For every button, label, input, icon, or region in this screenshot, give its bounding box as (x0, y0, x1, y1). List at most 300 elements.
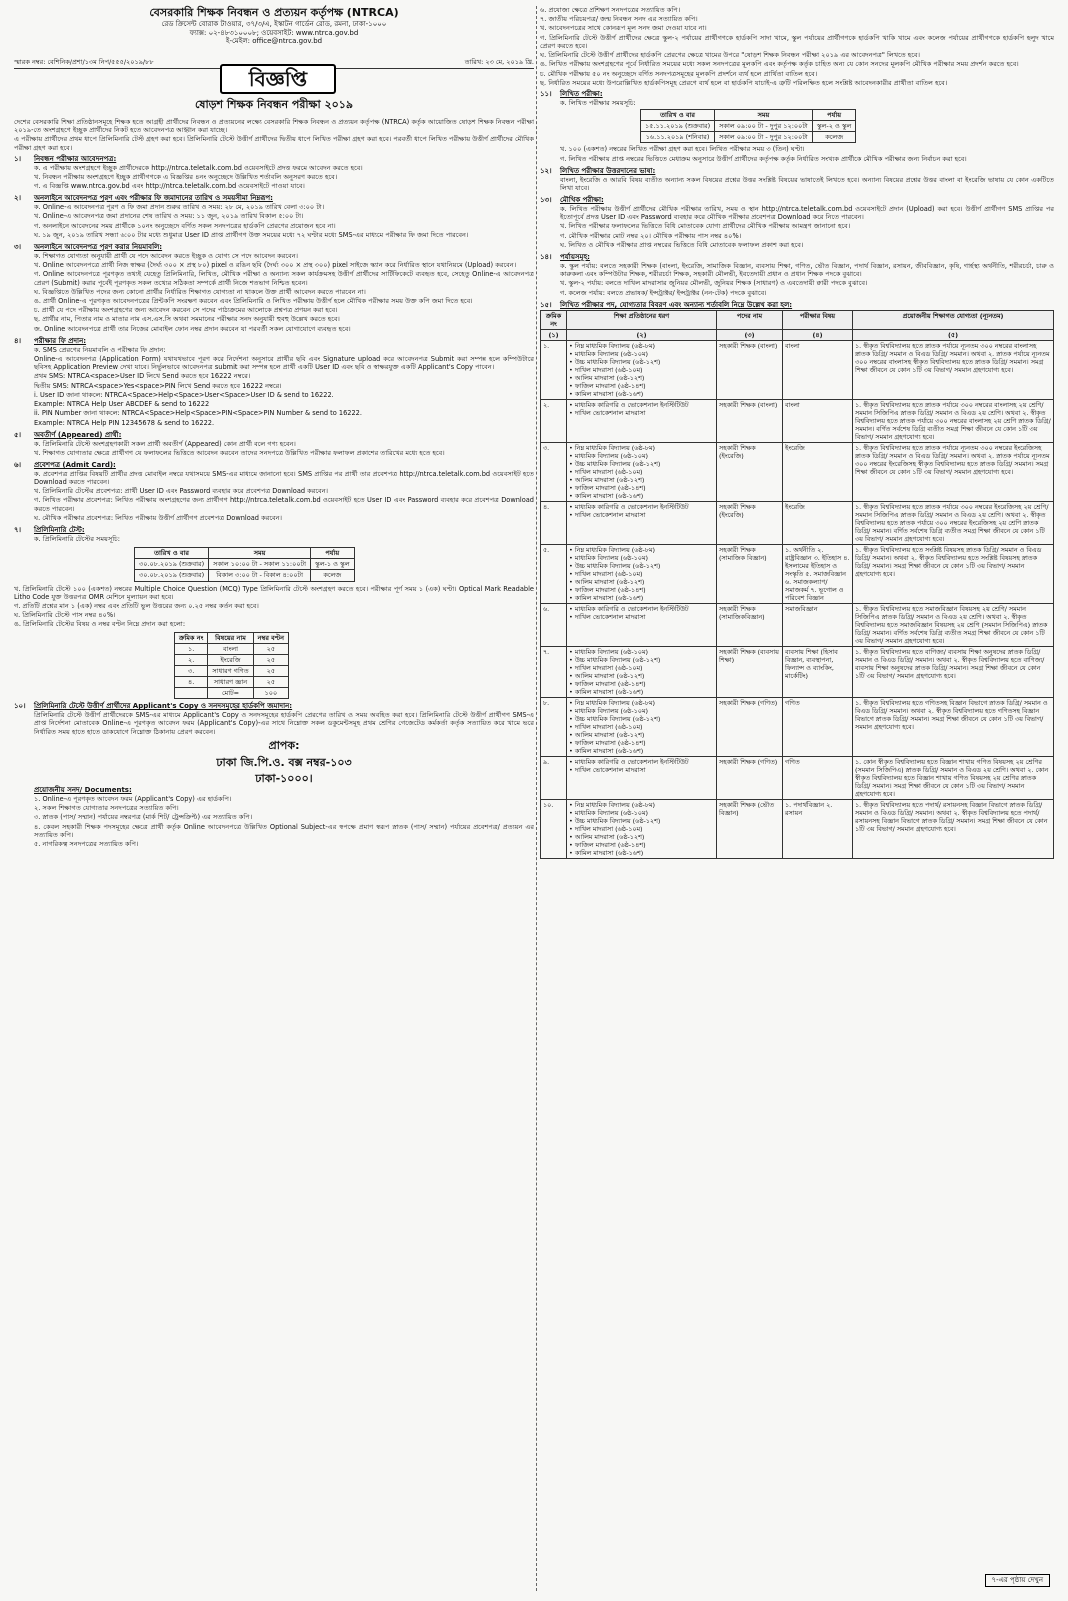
section-line: ii. PIN Number জানা থাকলে: NTRCA<Space>Help<Space>PIN<Space>PIN Number & send to 16222. (34, 409, 362, 418)
left-sections (14, 155, 534, 544)
text-line: গ. লিখিত পরীক্ষায় প্রাপ্ত নম্বরের ভিত্তিতে মেধাক্রম অনুসারে উত্তীর্ণ প্রার্থীদের কর্তৃপক্ষ কর্তৃক নির্ধারিত সংখ্যক প্রার্থীকে মৌখিক পরীক্ষার জন্য নির্বাচন করা হবে। (560, 154, 967, 163)
text-line: ৬. প্রযোজ্য ক্ষেত্রে প্রশিক্ষণ সনদপত্রের সত্যায়িত কপি। (540, 6, 681, 14)
table-row (641, 132, 856, 143)
section-line: খ. প্রিলিমিনারি টেস্টের প্রবেশপত্র: প্রার্থী User ID এবং Password ব্যবহার করে প্রবেশপত্র Download করবেন। (34, 487, 329, 496)
recipient-label: প্রাপক: (268, 738, 300, 752)
section-number: ১৪। (540, 253, 552, 262)
section-line: খ. শিক্ষাগত যোগ্যতার ক্ষেত্রে প্রার্থীগণ যে ফলাফলের ভিত্তিতে আবেদন করবেন তাদের সনদপত্রে উল্লিখিত পরীক্ষার ফলাফল প্রকাশের তারিখের মধ্যে হতে হবে। (34, 448, 445, 457)
subject-cell: ১. অর্থনীতি ২. রাষ্ট্রবিজ্ঞান ৩. ইতিহাস ৪. ইসলামের ইতিহাস ও সংস্কৃতি ৫. সমাজবিজ্ঞান ৬. সমাজকল্যাণ/ সমাজকর্ম ৭. ভূগোল ও পরিবেশ বিজ্ঞান (783, 544, 853, 603)
section-number: ১৩। (540, 196, 552, 205)
org-address: রেড ক্রিসেন্ট বোরাক টাওয়ার, ৩৭/৩/এ, ইস্কাটন গার্ডেন রোড, রমনা, ঢাকা-১০০০ (161, 19, 387, 28)
institution-item: • নিম্ন মাধ্যমিক বিদ্যালয় (৬ষ্ঠ-৮ম) (569, 342, 714, 350)
institution-list (569, 546, 714, 602)
qualification-colnum-row (541, 329, 1054, 340)
serial-cell: ৯. (541, 756, 567, 799)
table-cell: ১. (175, 643, 208, 654)
column-header: পর্যায় (311, 548, 355, 559)
table-row (541, 340, 1054, 399)
text-line: খ. লিখিত পরীক্ষার ফলাফলের ভিত্তিতে বিধি মোতাবেক যোগ্য প্রার্থীদের মৌখিক পরীক্ষায় আমন্ত্রণ জানানো হবে। (560, 222, 851, 231)
table-cell: কলেজ (311, 570, 355, 581)
institution-item: • উচ্চ মাধ্যমিক বিদ্যালয় (৬ষ্ঠ-১২শ) (569, 562, 714, 570)
subject-cell: ইংরেজি (783, 442, 853, 501)
table-cell: বাংলা (208, 643, 253, 654)
section-line: ক. প্রবেশপত্র প্রাপ্তির বিষয়টি প্রার্থীর প্রদত্ত মোবাইল নম্বরে যথাসময়ে SMS-এর মাধ্যমে জানানো হবে। SMS প্রাপ্তির পর প্রার্থী তার প্রবেশপত্র http://ntrca.teletalk.com.bd ওয়েবসাইট হতে Download করতে পারবেন। (34, 469, 534, 486)
table-row (541, 756, 1054, 799)
recipient-address-2: ঢাকা-১০০০। (255, 772, 313, 786)
column-header: ক্রমিক নং (175, 632, 208, 643)
institution-cell (567, 340, 717, 399)
section-text: প্রিলিমিনারি টেস্টে উত্তীর্ণ প্রার্থীদেরকে SMS-এর মাধ্যমে Applicant's Copy ও সনদসমূহের হার্ডকপি প্রেরণের তারিখ ও সময় অবহিত করা হবে। প্রিলিমিনারি টেস্টে উত্তীর্ণ প্রার্থীগণ SMS-এ প্রাপ্ত নির্দেশনা মোতাবেক Online-এ পূরণকৃত আবেদন ফরম (Applicant's Copy)-এর সাথে নিম্নোক্ত সকল ডকুমেন্টসমূহ প্রথম শ্রেণির গেজেটেড কর্মকর্তা কর্তৃক সত্যায়িত করে খামে ভরে নির্ধারিত সময় হাতে হাতে ডাকযোগে নিম্নোক্ত ঠিকানায় প্রেরণ করবেন। (34, 711, 534, 736)
serial-cell: ৫. (541, 544, 567, 603)
section-number: ১০। (14, 702, 26, 711)
institution-item: • কামিল মাদরাসা (৬ষ্ঠ-১৬শ) (569, 688, 714, 696)
left-column (14, 118, 534, 1588)
table-row (541, 603, 1054, 646)
institution-item: • ফাজিল মাদরাসা (৬ষ্ঠ-১৪শ) (569, 382, 714, 390)
section-line: i. User ID জানা থাকলে: NTRCA<Space>Help<Space>User<Space>User ID & send to 16222. (34, 390, 334, 399)
institution-cell (567, 799, 717, 858)
post-cell: সহকারী শিক্ষক (ভৌত বিজ্ঞান) (717, 799, 783, 858)
section-line: চ. প্রার্থী যে পদে পরীক্ষায় অংশগ্রহণের জন্য আবেদন করবেন সে পদের পাঠ্যক্রমের আলোকে প্রশ্নপত্র প্রণয়ন করা হবে। (34, 306, 338, 315)
table-cell: ইংরেজি (208, 654, 253, 665)
column-header: পর্যায় (812, 110, 856, 121)
institution-cell (567, 603, 717, 646)
section-heading: প্রবেশপত্র (Admit Card): (34, 461, 116, 470)
table-cell: ৩. (175, 666, 208, 677)
section-body (34, 194, 534, 240)
memo-date: তারিখ: ২৩ মে, ২০১৯ খ্রি. (464, 58, 534, 66)
section-2 (14, 194, 534, 240)
qualification-cell: ১. স্বীকৃত বিশ্ববিদ্যালয় হতে স্নাতক পর্যায়ে ৩০০ নম্বরের ইংরেজিসহ ২য় শ্রেণি/ সমমান সিজিপিএ স্নাতক ডিগ্রি/ সমমান ও বিএড ২য় শ্রেণি। অথবা ২. স্বীকৃত বিশ্ববিদ্যালয় হতে স্নাতক পর্যায়ে ৩০০ নম্বরের ইংরেজিসহ ২য় শ্রেণি স্নাতক ডিগ্রি/ সমমান। বর্ণিত সর্বশেষ ডিগ্রি ব্যতীত সমগ্র শিক্ষা জীবনে যে কোন ১টি ৩য় বিভাগ/ সমমান গ্রহণযোগ্য হবে। (853, 501, 1054, 544)
institution-item: • আলিম মাদরাসা (৬ষ্ঠ-১২শ) (569, 833, 714, 841)
institution-item: • কামিল মাদরাসা (৬ষ্ঠ-১৬শ) (569, 849, 714, 857)
institution-item: • মাধ্যমিক বিদ্যালয় (৬ষ্ঠ-১০ম) (569, 554, 714, 562)
institution-item: • দাখিল মাদরাসা (৬ষ্ঠ-১০ম) (569, 664, 714, 672)
section-line: খ. Online আবেদনপত্রে প্রার্থী নিজ স্বাক্ষর (দৈর্ঘ্য ৩০০ × প্রস্থ ৮০) pixel ও রঙিন ছবি (দৈর্ঘ্য ৩০০ × প্রস্থ ৩০০) pixel সাইজে স্ক্যান করে নির্ধারিত স্থানে যথানিয়মে (Upload) করবেন। (34, 261, 517, 270)
section-line: গ. Online আবেদনপত্রে পূরণকৃত তথ্যই যেহেতু প্রিলিমিনারি, লিখিত, মৌখিক পরীক্ষা ও অন্যান্য সকল কার্যক্রমসহ উত্তীর্ণ প্রার্থীদের সার্টিফিকেটে ব্যবহৃত হবে, সেহেতু Online-এ আবেদনপত্র প্রেরণ (Submit) করার পূর্বেই পূরণকৃত সকল তথ্যের সঠিকতা সম্পর্কে প্রার্থী নিজে শতভাগ নিশ্চিত হবেন। (34, 270, 534, 287)
text-line: খ. আবেদনপত্রের সাথে কোনরূপ মূল সনদ জমা দেওয়া যাবে না। (540, 24, 707, 33)
section-body (34, 431, 534, 458)
section-3 (14, 243, 534, 334)
institution-item: • মাধ্যমিক কারিগরি ও ভোকেশনাল ইনস্টিটিউট (569, 758, 714, 766)
subject-cell: সমাজবিজ্ঞান (783, 603, 853, 646)
institution-item: • মাধ্যমিক বিদ্যালয় (৬ষ্ঠ-১০ম) (569, 809, 714, 817)
post-cell: সহকারী শিক্ষক (বাংলা) (717, 340, 783, 399)
section-line: Example: NTRCA Help User ABCDEF & send to 16222 (34, 400, 210, 409)
table-cell: ২৫ (253, 666, 288, 677)
institution-item: • মাধ্যমিক কারিগরি ও ভোকেশনাল ইনস্টিটিউট (569, 503, 714, 511)
marks-header-row (175, 632, 289, 643)
notice-subtitle: ষোড়শ শিক্ষক নিবন্ধন পরীক্ষা ২০১৯ (194, 98, 354, 111)
prelim-schedule-table (134, 547, 355, 581)
text-line: ২. সকল শিক্ষাগত যোগ্যতার সনদপত্রের সত্যায়িত কপি। (34, 804, 179, 813)
section-heading: নিবন্ধন পরীক্ষার আবেদনপত্র: (34, 154, 117, 163)
text-line: খ. ১০০ (একশত) নম্বরের লিখিত পরীক্ষা গ্রহণ করা হবে। লিখিত পরীক্ষার সময় ৩ (তিন) ঘণ্টা। (560, 145, 805, 154)
section-line: ছ. প্রার্থীর নাম, পিতার নাম ও মাতার নাম এস.এস.সি অথবা সমমানের পরীক্ষার সনদ অনুযায়ী হুবহু উল্লেখ করতে হবে। (34, 315, 340, 324)
table-cell: সকাল ১০:০০ টা - সকাল ১১:০০টা (209, 559, 311, 570)
section-line: গ. লিখিত পরীক্ষার প্রবেশপত্র: লিখিত পরীক্ষায় অংশগ্রহণের জন্য প্রার্থীগণ http://ntrca.teletalk.com.bd ওয়েবসাইট হতে User ID এবং Password ব্যবহার করে প্রবেশপত্র Download করতে পারবেন। (34, 496, 534, 513)
institution-item: • নিম্ন মাধ্যমিক বিদ্যালয় (৬ষ্ঠ-৮ম) (569, 801, 714, 809)
section-line: ক. Online-এ আবেদনপত্র পূরণ ও ফি জমা প্রদান শুরুর তারিখ ও সময়: ২৮ মে, ২০১৯ তারিখ বেলা ৩:০০ টা। (34, 203, 325, 212)
section-number: ৩। (14, 243, 22, 252)
table-row (175, 677, 289, 688)
table-cell: ১৬.১১.২০১৯ (শনিবার) (641, 132, 715, 143)
table-row (135, 559, 355, 570)
institution-item: • দাখিল ভোকেশনাল মাদরাসা (569, 409, 714, 417)
serial-cell: ৪. (541, 501, 567, 544)
institution-item: • কামিল মাদরাসা (৬ষ্ঠ-১৬শ) (569, 492, 714, 500)
post-cell: সহকারী শিক্ষক (ব্যবসায় শিক্ষা) (717, 646, 783, 697)
institution-item: • উচ্চ মাধ্যমিক বিদ্যালয় (৬ষ্ঠ-১২শ) (569, 715, 714, 723)
institution-item: • নিম্ন মাধ্যমিক বিদ্যালয় (৬ষ্ঠ-৮ম) (569, 444, 714, 452)
org-email: ই-মেইল: office@ntrca.gov.bd (225, 37, 323, 46)
column-header: প্রয়োজনীয় শিক্ষাগত যোগ্যতা (ন্যূনতম) (853, 310, 1054, 329)
section-body (34, 243, 534, 334)
institution-item: • কামিল মাদরাসা (৬ষ্ঠ-১৬শ) (569, 747, 714, 755)
column-header: ক্রমিক নং (541, 310, 567, 329)
table-cell: ৩০.০৮.২০১৯ (শুক্রবার) (135, 570, 209, 581)
serial-cell: ২. (541, 399, 567, 442)
table-cell: স্কুল-২ ও স্কুল (812, 121, 856, 132)
section-heading: লিখিত পরীক্ষার পদ, যোগ্যতার বিবরণ এবং অন্যান্য শর্তাবলি নিম্নে উল্লেখ করা হল: (560, 300, 793, 309)
institution-item: • দাখিল মাদরাসা (৬ষ্ঠ-১০ম) (569, 570, 714, 578)
text-line: চ. মৌখিক পরীক্ষায় ৫০ নং অনুচ্ছেদে বর্ণিত সনদপত্রসমূহের মূলকপি প্রদর্শনে ব্যর্থ হলে প্রার্থিতা বাতিল হবে। (540, 69, 818, 78)
post-cell: সহকারী শিক্ষক (ইংরেজি) (717, 501, 783, 544)
column-header: সময় (715, 110, 813, 121)
table-row (175, 643, 289, 654)
institution-item: • দাখিল ভোকেশনাল মাদরাসা (569, 766, 714, 774)
qualification-cell: ১. স্বীকৃত বিশ্ববিদ্যালয় হতে স্নাতক পর্যায়ে ৩০০ নম্বরের বাংলাসহ ২য় শ্রেণি/ সমমান সিজিপিএ স্নাতক ডিগ্রি/ সমমান ও বিএড ২য় শ্রেণি। অথবা ২. স্বীকৃত বিশ্ববিদ্যালয় হতে স্নাতক পর্যায়ে ৩০০ নম্বরের বাংলাসহ ২য় শ্রেণি স্নাতক ডিগ্রি/ সমমান। বর্ণিত সর্বশেষ ডিগ্রি ব্যতীত সমগ্র শিক্ষা জীবনে যে কোন ১টি ৩য় বিভাগ/ সমমান গ্রহণযোগ্য হবে। (853, 399, 1054, 442)
qualification-cell: ১. স্বীকৃত বিশ্ববিদ্যালয় হতে পদার্থ/ রসায়নসহ বিজ্ঞান বিভাগে স্নাতক ডিগ্রি/ সমমান ও বিএড ডিগ্রি/ সমমান। অথবা ২. স্বীকৃত বিশ্ববিদ্যালয় হতে পদার্থ/ রসায়নসহ বিজ্ঞান বিভাগে স্নাতক ডিগ্রি/ সমমান। সমগ্র শিক্ষা জীবনে যে কোন ১টি ৩য় বিভাগ/ সমমান গ্রহণযোগ্য হবে। (853, 799, 1054, 858)
institution-item: • ফাজিল মাদরাসা (৬ষ্ঠ-১৪শ) (569, 484, 714, 492)
text-line: খ. স্কুল-২ পর্যায়: বলতে দাখিল মাদরাসার জুনিয়র মৌলভী, জুনিয়র শিক্ষক (সাধারণ) ও এবতেদায়ী ক্বারী পদকে বুঝাবে। (560, 279, 868, 288)
section-line: গ. এ বিজ্ঞপ্তি www.ntrca.gov.bd এবং http://ntrca.teletalk.com.bd ওয়েবসাইটে পাওয়া যাবে। (34, 182, 305, 191)
table-cell: কলেজ (812, 132, 856, 143)
table-row (541, 442, 1054, 501)
documents-list (34, 795, 534, 848)
notice-title: বিজ্ঞপ্তি (220, 64, 336, 94)
section-line: ক. SMS প্রেরণের নিয়মাবলি ও পরীক্ষার ফি প্রদান: (34, 345, 166, 354)
column-header: তারিখ ও বার (641, 110, 715, 121)
section-line: ঘ. বিজ্ঞপ্তিতে উল্লিখিত পদের জন্য কোনো প্রার্থীর নির্ধারিত শিক্ষাগত যোগ্যতা না থাকলে উক্ত প্রার্থী আবেদন করতে পারবেন না। (34, 287, 366, 296)
column-number: (৪) (783, 329, 853, 340)
column-header: পদের নাম (717, 310, 783, 329)
section-body (34, 337, 534, 428)
institution-list (569, 801, 714, 857)
section-lead: ক. লিখিত পরীক্ষার সময়সূচি: (560, 98, 636, 107)
institution-item: • ফাজিল মাদরাসা (৬ষ্ঠ-১৪শ) (569, 586, 714, 594)
section-15 (540, 301, 1054, 310)
table-cell: সাধারণ জ্ঞান (208, 677, 253, 688)
section-heading: পর্যায়সমূহ: (560, 253, 590, 262)
intro-paragraph: দেশের বেসরকারি শিক্ষা প্রতিষ্ঠানসমূহে শিক্ষক হতে আগ্রহী প্রার্থীদের নিবন্ধন ও প্রত্যয়নের লক্ষ্যে বেসরকারি শিক্ষক নিবন্ধন ও প্রত্যয়ন কর্তৃপক্ষ (NTRCA) কর্তৃক আয়োজিত ষোড়শ শিক্ষক নিবন্ধন পরীক্ষা ২০১৯-তে অংশগ্রহণে ইচ্ছুক প্রার্থীদের নিকট হতে আবেদনপত্র আহ্বান করা যাচ্ছে। (14, 118, 534, 135)
institution-item: • কামিল মাদরাসা (৬ষ্ঠ-১৬শ) (569, 390, 714, 398)
column-header: বিষয়ের নাম (208, 632, 253, 643)
serial-cell: ১. (541, 340, 567, 399)
qualification-cell: ১. স্বীকৃত বিশ্ববিদ্যালয় হতে সংশ্লিষ্ট বিষয়সহ স্নাতক ডিগ্রি/ সমমান ও বিএড ডিগ্রি/ সমমান। অথবা ২. স্বীকৃত বিশ্ববিদ্যালয় হতে সংশ্লিষ্ট বিষয়সহ স্নাতক ডিগ্রি/ সমমান। সমগ্র শিক্ষা জীবনে যে কোন ১টি ৩য় বিভাগ/ সমমান গ্রহণযোগ্য হবে। (853, 544, 1054, 603)
text-line: ৭. জাতীয় পরিচয়পত্র/ জন্ম নিবন্ধন সনদ এর সত্যায়িত কপি। (540, 15, 698, 24)
institution-cell (567, 442, 717, 501)
table-cell: ১৫.১১.২০১৯ (শুক্রবার) (641, 121, 715, 132)
qualification-cell: ১. স্বীকৃত বিশ্ববিদ্যালয় হতে স্নাতক পর্যায়ে ন্যূনতম ৩০০ নম্বরের ইংরেজিসহ স্নাতক ডিগ্রি/ সমমান ও বিএড ডিগ্রি/ সমমান। অথবা ২. স্নাতক পর্যায়ে ন্যূনতম ৩০০ নম্বরের ইংরেজিসহ স্বীকৃত বিশ্ববিদ্যালয় হতে স্নাতক ডিগ্রি/ সমমান। সমগ্র শিক্ষা জীবনে যে কোন ১টি ৩য় বিভাগ/ সমমান গ্রহণযোগ্য হবে। (853, 442, 1054, 501)
table-cell: ১০০ (253, 688, 288, 699)
section-heading: মৌখিক পরীক্ষা: (560, 196, 604, 205)
column-number: (২) (567, 329, 717, 340)
section-line: গ. অনলাইনে আবেদনের সময় প্রার্থীকে ১০নং অনুচ্ছেদে বর্ণিত সকল সনদপত্রের হার্ডকপি প্রেরণের প্রয়োজন হবে না। (34, 221, 336, 230)
post-cell: সহকারী শিক্ষক (গণিত) (717, 697, 783, 756)
table-row (541, 544, 1054, 603)
section-heading: লিখিত পরীক্ষা: (560, 90, 603, 99)
table-row (541, 501, 1054, 544)
text-line: ঘ. প্রিলিমিনারি টেস্টে উত্তীর্ণ প্রার্থীদের হার্ডকপি প্রেরণের ক্ষেত্রে খামের উপরে "ষোড়শ শিক্ষক নিবন্ধন পরীক্ষা ২০১৯ এর আবেদনপত্র" লিখতে হবে। (540, 51, 920, 60)
institution-item: • ফাজিল মাদরাসা (৬ষ্ঠ-১৪শ) (569, 739, 714, 747)
text-line: ঘ. লিখিত ও মৌখিক পরীক্ষার প্রাপ্ত নম্বরের ভিত্তিতে বিধি মোতাবেক ফলাফল প্রকাশ করা হবে। (560, 240, 804, 249)
serial-cell: ৮. (541, 697, 567, 756)
institution-cell (567, 646, 717, 697)
subject-cell: ইংরেজি (783, 501, 853, 544)
section-number: ১২। (540, 166, 552, 175)
qualification-cell: ১. স্বীকৃত বিশ্ববিদ্যালয় হতে স্নাতক পর্যায়ে ন্যূনতম ৩০০ নম্বরের বাংলাসহ স্নাতক ডিগ্রি/ সমমান ও বিএড ডিগ্রি/ সমমান। অথবা ২. স্নাতক পর্যায়ে ন্যূনতম ৩০০ নম্বরের বাংলাসহ স্বীকৃত বিশ্ববিদ্যালয় হতে স্নাতক ডিগ্রি/ সমমান। সমগ্র শিক্ষা জীবনে যে কোন ১টি ৩য় বিভাগ/ সমমান গ্রহণযোগ্য হবে। (853, 340, 1054, 399)
post-cell: সহকারী শিক্ষক (বাংলা) (717, 399, 783, 442)
column-number: (১) (541, 329, 567, 340)
section-14 (540, 253, 1054, 298)
section-line: ঙ. প্রার্থী Online-এ পূরণকৃত আবেদনপত্রের প্রিন্টকপি সংরক্ষণ করবেন এবং প্রিলিমিনারি ও লিখিত পরীক্ষায় উত্তীর্ণ হলে মৌখিক পরীক্ষার সময় উক্ত কপি জমা দিতে হবে। (34, 297, 473, 305)
subject-cell: গণিত (783, 697, 853, 756)
section-heading: অনলাইনে আবেদনপত্র পূরণ করার নিয়মাবলি: (34, 243, 163, 252)
section-body (34, 461, 534, 523)
institution-item: • দাখিল মাদরাসা (৬ষ্ঠ-১০ম) (569, 723, 714, 731)
table-row (135, 570, 355, 581)
section-number: ১৫। (540, 300, 552, 309)
table-cell (175, 688, 208, 699)
table-row (541, 399, 1054, 442)
section-4 (14, 337, 534, 428)
right-top-lines (540, 6, 1054, 87)
institution-item: • উচ্চ মাধ্যমিক বিদ্যালয় (৬ষ্ঠ-১২শ) (569, 656, 714, 664)
column-header: সময় (209, 548, 311, 559)
institution-item: • দাখিল মাদরাসা (৬ষ্ঠ-১০ম) (569, 468, 714, 476)
section-number: ৪। (14, 336, 22, 345)
institution-list (569, 605, 714, 621)
institution-list (569, 699, 714, 755)
institution-item: • উচ্চ মাধ্যমিক বিদ্যালয় (৬ষ্ঠ-১২শ) (569, 817, 714, 825)
post-cell: সহকারী শিক্ষক (গণিত) (717, 756, 783, 799)
institution-list (569, 758, 714, 774)
subject-cell: ১. পদার্থবিজ্ঞান ২. রসায়ন (783, 799, 853, 858)
subject-cell: ব্যবসায় শিক্ষা (হিসাব বিজ্ঞান, ব্যবস্থাপনা, ফিন্যান্স ও ব্যাংকিং, মার্কেটিং) (783, 646, 853, 697)
text-line: ছ. নির্ধারিত সময়ের মধ্যে উপরোল্লিখিত হার্ডকপিসমূহ প্রেরণে ব্যর্থ হলে বা হার্ডকপি যাচাই-এ ত্রুটি পরিলক্ষিত হলে সংশ্লিষ্ট আবেদনকারীর প্রার্থীতা বাতিল হবে। (540, 78, 948, 87)
section-number: ৭। (14, 526, 22, 535)
section-5 (14, 431, 534, 458)
org-contact: ফ্যাক্স: ০২-৪৮৩১০০০৮; ওয়েবসাইট: www.ntrca.gov.bd (189, 28, 359, 37)
section-line: প্রথম SMS: NTRCA<space>User ID লিখে Send করতে হবে 16222 নম্বরে। (34, 372, 251, 381)
qualification-cell: ১. স্বীকৃত বিশ্ববিদ্যালয় হতে গণিতসহ বিজ্ঞান বিভাগে স্নাতক ডিগ্রি/ সমমান ও বিএড ডিগ্রি/ সমমান। অথবা ২. স্বীকৃত বিশ্ববিদ্যালয় হতে গণিতসহ বিজ্ঞান বিভাগে স্নাতক ডিগ্রি/ সমমান। সমগ্র শিক্ষা জীবনে যে কোন ১টি ৩য় বিভাগ/ সমমান গ্রহণযোগ্য হবে। (853, 697, 1054, 756)
written-header-row (641, 110, 856, 121)
institution-item: • মাধ্যমিক কারিগরি ও ভোকেশনাল ইনস্টিটিউট (569, 401, 714, 409)
institution-item: • নিম্ন মাধ্যমিক বিদ্যালয় (৬ষ্ঠ-৮ম) (569, 699, 714, 707)
text-line: ৫. নাগরিকত্ব সনদপত্রের সত্যায়িত কপি। (34, 840, 139, 849)
section-7 (14, 526, 534, 544)
table-row (175, 654, 289, 665)
prelim-header-row (135, 548, 355, 559)
institution-cell (567, 399, 717, 442)
qualification-header-row (541, 310, 1054, 329)
section-line: ক. শিক্ষাগত যোগ্যতা অনুযায়ী প্রার্থী যে পদে আবেদন করতে ইচ্ছুক ও যোগ্য সে পদে আবেদন করবেন। (34, 251, 299, 260)
table-cell: ২৫ (253, 654, 288, 665)
section-6 (14, 461, 534, 523)
text-line: ৩. স্নাতক (পাস/ সম্মান) পর্যায়ের নম্বরপত্র (মার্ক শিট/ ট্রেন্সক্রিপ্ট) এর সত্যায়িত কপি। (34, 813, 253, 822)
institution-item: • উচ্চ মাধ্যমিক বিদ্যালয় (৬ষ্ঠ-১২শ) (569, 460, 714, 468)
section-line: Example: NTRCA Help PIN 12345678 & send to 16222. (34, 418, 215, 427)
table-cell: ২৫ (253, 677, 288, 688)
institution-item: • মাধ্যমিক বিদ্যালয় (৬ষ্ঠ-১০ম) (569, 707, 714, 715)
institution-list (569, 648, 714, 696)
section-number: ১১। (540, 90, 552, 99)
institution-item: • উচ্চ মাধ্যমিক বিদ্যালয় (৬ষ্ঠ-১২শ) (569, 358, 714, 366)
institution-cell (567, 501, 717, 544)
institution-cell (567, 756, 717, 799)
section-line: খ. Online-এ আবেদনপত্র জমা প্রদানের শেষ তারিখ ও সময়: ১১ জুন, ২০১৯ তারিখ বিকাল ৫:০০ টা। (34, 212, 304, 221)
section-body (34, 526, 534, 544)
section-line: ক. প্রিলিমিনারি টেস্টের সময়সূচি: (34, 534, 120, 543)
institution-item: • আলিম মাদরাসা (৬ষ্ঠ-১২শ) (569, 672, 714, 680)
section-heading: প্রিলিমিনারি টেস্ট: (34, 526, 85, 535)
documents-heading: প্রয়োজনীয় সনদ/ Documents: (34, 786, 132, 795)
text-line: খ. প্রিলিমিনারি টেস্টে ১০০ (একশত) নম্বরের Multiple Choice Question (MCQ) Type প্রিলিমিনারি টেস্টে অংশগ্রহণ করতে হবে। পরীক্ষার পূর্ণ সময় ১ (এক) ঘণ্টা। Optical Mark Readable Litho Code যুক্ত উত্তরপত্র OMR মেশিনে মূল্যায়ন করা হবে। (14, 584, 534, 601)
text-line: ঙ. লিখিত পরীক্ষায় অংশগ্রহণের পূর্বে নির্ধারিত সময়ের মধ্যে সকল সনদপত্রের মূলকপি এবং কর্তৃপক্ষ কর্তৃক চাহিত অন্য যে কোন সনদের মূলকপি মৌখিক পরীক্ষার সময় প্রদর্শন করতে হবে। (540, 60, 1019, 69)
table-row (541, 646, 1054, 697)
section-number: ৬। (14, 461, 22, 470)
table-cell: ২. (175, 654, 208, 665)
section-10 (14, 702, 534, 849)
serial-cell: ৬. (541, 603, 567, 646)
section-line: ঘ. ১৯ জুন, ২০১৯ তারিখ সন্ধ্যা ৬:০০ টার মধ্যে শুধুমাত্র User ID প্রাপ্ত প্রার্থীগণ উক্ত সময়ের মধ্যে ৭২ ঘণ্টার মধ্যে SMS-এর মাধ্যমে পরীক্ষার ফি জমা দিতে পারবেন। (34, 230, 469, 239)
institution-cell (567, 697, 717, 756)
institution-item: • মাধ্যমিক বিদ্যালয় (৬ষ্ঠ-১০ম) (569, 350, 714, 358)
table-cell: ২৫ (253, 643, 288, 654)
table-row (175, 666, 289, 677)
post-cell: সহকারী শিক্ষক (সামাজিকবিজ্ঞান) (717, 603, 783, 646)
institution-cell (567, 544, 717, 603)
qualification-table (540, 310, 1054, 859)
institution-list (569, 503, 714, 519)
column-divider (536, 6, 537, 1591)
institution-item: • দাখিল মাদরাসা (৬ষ্ঠ-১০ম) (569, 366, 714, 374)
institution-list (569, 401, 714, 417)
institution-item: • আলিম মাদরাসা (৬ষ্ঠ-১২শ) (569, 731, 714, 739)
section-line: ক. প্রিলিমিনারি টেস্টে অংশগ্রহণকারী সকল প্রার্থী অবতীর্ণ (Appeared) কোন প্রার্থী বলে গণ্য হবেন। (34, 439, 296, 448)
letterhead (14, 6, 534, 46)
institution-item: • আলিম মাদরাসা (৬ষ্ঠ-১২শ) (569, 476, 714, 484)
written-schedule-table (640, 109, 856, 143)
institution-item: • মাধ্যমিক কারিগরি ও ভোকেশনাল ইনস্টিটিউট (569, 605, 714, 613)
table-cell: ৪. (175, 677, 208, 688)
table-cell: সকাল ০৯:০০ টা - দুপুর ১২:০০টা (715, 132, 813, 143)
institution-item: • দাখিল ভোকেশনাল মাদরাসা (569, 613, 714, 621)
subject-cell: বাংলা (783, 340, 853, 399)
table-row (175, 688, 289, 699)
section-line: Online-এ আবেদনপত্র (Application Form) যথাযথভাবে পূরণ করে নির্দেশনা অনুসারে প্রার্থীর ছবি এবং Signature upload করে আবেদনপত্র Submit করা সম্পন্ন হলে কম্পিউটারে ছবিসহ Application Preview দেখা যাবে। নির্ভুলভাবে আবেদনপত্র submit করা সম্পন্ন হলে প্রার্থী একটি User ID এবং ছবি ও স্বাক্ষরযুক্ত একটি Applicant's Copy পাবেন। (34, 354, 534, 372)
institution-item: • আলিম মাদরাসা (৬ষ্ঠ-১২শ) (569, 374, 714, 382)
text-line: ১. Online-এ পূরণকৃত আবেদন ফরম (Applicant's Copy) এর হার্ডকপি। (34, 794, 232, 803)
column-number: (৩) (717, 329, 783, 340)
institution-item: • ফাজিল মাদরাসা (৬ষ্ঠ-১৪শ) (569, 680, 714, 688)
text-line: ক. লিখিত পরীক্ষায় উত্তীর্ণ প্রার্থীদের মৌখিক পরীক্ষার তারিখ, সময় ও স্থান http://ntrca.teletalk.com.bd ওয়েবসাইটে প্রদান (Upload) করা হবে। উত্তীর্ণ প্রার্থীগণ SMS প্রাপ্তির পর ইতোপূর্বে প্রদত্ত User ID এবং Password ব্যবহার করে মৌখিক পরীক্ষার প্রবেশপত্র Download করে নিতে পারবেন। (560, 204, 1054, 222)
section-body (34, 155, 534, 191)
table-cell: ৩০.০৮.২০১৯ (শুক্রবার) (135, 559, 209, 570)
section-heading: অনলাইনে আবেদনপত্র পূরণ এবং পরীক্ষার ফি জমাদানের তারিখ ও সময়সীমা নিম্নরূপ: (34, 194, 273, 203)
column-header: শিক্ষা প্রতিষ্ঠানের ধরণ (567, 310, 717, 329)
table-row (641, 121, 856, 132)
institution-item: • দাখিল মাদরাসা (৬ষ্ঠ-১০ম) (569, 825, 714, 833)
section-line: দ্বিতীয় SMS: NTRCA<space>Yes<space>PIN লিখে Send করতে হবে 16222 নম্বরে। (34, 381, 282, 390)
section-heading: প্রিলিমিনারি টেস্টে উত্তীর্ণ প্রার্থীদের Applicant's Copy ও সনদসমূহের হার্ডকপি জমাদান: (34, 702, 293, 711)
section-heading: অবতীর্ণ (Appeared) প্রার্থী: (34, 430, 122, 439)
table-cell: স্কুল-১ ও স্কুল (311, 559, 355, 570)
institution-item: • আলিম মাদরাসা (৬ষ্ঠ-১২শ) (569, 578, 714, 586)
section-number: ৫। (14, 430, 22, 439)
serial-cell: ৩. (541, 442, 567, 501)
section-heading: পরীক্ষার ফি প্রদান: (34, 336, 87, 345)
institution-item: • ফাজিল মাদরাসা (৬ষ্ঠ-১৪শ) (569, 841, 714, 849)
section-11 (540, 90, 1054, 164)
qualification-cell: ১. কোন স্বীকৃত বিশ্ববিদ্যালয় হতে বিজ্ঞান শাখায় গণিত বিষয়সহ ২য় শ্রেণির (সমমান সিজিপিএ) স্নাতক ডিগ্রি/ সমমান ও বিএড ২য় শ্রেণি। অথবা ২. কোন স্বীকৃত বিশ্ববিদ্যালয় হতে বিজ্ঞান শাখায় গণিত বিষয়সহ ২য় শ্রেণির স্নাতক ডিগ্রি/ সমমান। সমগ্র শিক্ষা জীবনে যে কোন ১টি ৩য় বিভাগ/ সমমান গ্রহণযোগ্য হবে। (853, 756, 1054, 799)
section-line: জ. Online আবেদনপত্রে প্রার্থী তার নিজের মোবাইল ফোন নম্বর প্রদান করবেন যা পরবর্তী সকল যোগাযোগে ব্যবহৃত হবে। (34, 324, 351, 333)
recipient-address-1: ঢাকা জি.পি.ও. বক্স নম্বর-১০৩ (216, 755, 352, 769)
institution-item: • মাধ্যমিক বিদ্যালয় (৬ষ্ঠ-১০ম) (569, 648, 714, 656)
section-1 (14, 155, 534, 191)
institution-list (569, 342, 714, 398)
institution-list (569, 444, 714, 500)
subject-cell: বাংলা (783, 399, 853, 442)
intro-paragraph-2: এ পরীক্ষায় প্রার্থীদের প্রথম ধাপে প্রিলিমিনারি টেস্ট গ্রহণ করা হবে। প্রিলিমিনারি টেস্টে উত্তীর্ণ প্রার্থীদের দ্বিতীয় ধাপে লিখিত পরীক্ষা গ্রহণ করা হবে। পরবর্তী ধাপে লিখিত পরীক্ষায় উত্তীর্ণ প্রার্থীদের মৌখিক পরীক্ষা গ্রহণ করা হবে। (14, 135, 534, 152)
serial-cell: ৭. (541, 646, 567, 697)
serial-cell: ১০. (541, 799, 567, 858)
table-cell: সকাল ০৯:০০ টা - দুপুর ১২:০০টা (715, 121, 813, 132)
institution-item: • মাধ্যমিক বিদ্যালয় (৬ষ্ঠ-১০ম) (569, 452, 714, 460)
institution-item: • দাখিল ভোকেশনাল মাদরাসা (569, 511, 714, 519)
section-number: ২। (14, 194, 22, 203)
table-cell: সাধারণ গণিত (208, 666, 253, 677)
section-line: ঘ. মৌখিক পরীক্ষার প্রবেশপত্র: লিখিত পরীক্ষায় উত্তীর্ণ প্রার্থীগণ প্রবেশপত্র Download করবেন। (34, 513, 282, 522)
text-line: ক. স্কুল পর্যায়: বলতে সহকারী শিক্ষক (বাংলা, ইংরেজি, সামাজিক বিজ্ঞান, ব্যবসায় শিক্ষা, গণিত, ভৌত বিজ্ঞান, পদার্থ বিজ্ঞান, রসায়ন, জীববিজ্ঞান, কৃষি, গার্হস্থ্য অর্থনীতি, শরীরচর্চা, চারু ও কারুকলা এবং কম্পিউটার শিক্ষক, শরীরচর্চা শিক্ষক, সহকারী মৌলভী, ইবতেদায়ী প্রধান ও প্রধান শিক্ষক পদকে বুঝাবে। (560, 261, 1054, 279)
column-number: (৫) (853, 329, 1054, 340)
text-line: ৪. কেবল সহকারী শিক্ষক পদসমূহের ক্ষেত্রে প্রার্থী কর্তৃক Online আবেদনপত্রে উল্লিখিত Optional Subject-এর স্বপক্ষে প্রমাণ স্বরূপ স্নাতক (পাস/ সম্মান) পর্যায়ের প্রবেশপত্র/ প্রত্যয়ন এর সত্যায়িত কপি। (34, 822, 534, 839)
continued-note: ৭-এর পৃষ্ঠায় দেখুন (985, 1574, 1050, 1587)
table-cell: মোট= (208, 688, 253, 699)
org-name: বেসরকারি শিক্ষক নিবন্ধন ও প্রত্যয়ন কর্তৃপক্ষ (NTRCA) (149, 6, 399, 19)
prelim-details (14, 585, 534, 629)
section-line: ক. এ পরীক্ষায় অংশগ্রহণে ইচ্ছুক প্রার্থীদেরকে http://ntrca.teletalk.com.bd ওয়েবসাইটে প্রদত্ত ফরমে আবেদন করতে হবে। (34, 163, 363, 172)
post-cell: সহকারী শিক্ষক (সামাজিক বিজ্ঞান) (717, 544, 783, 603)
post-cell: সহকারী শিক্ষক (ইংরেজি) (717, 442, 783, 501)
section-text: বাংলা, ইংরেজি ও আরবি বিষয় ব্যতীত অন্যান্য সকল বিষয়ের প্রশ্নের উত্তর সংশ্লিষ্ট বিষয়ের ভাষাতেই লিখতে হবে। অন্যান্য বিষয়ের প্রশ্নের উত্তর বাংলা বা ইংরেজি ভাষায় যে কোন একটিতে লিখা যাবে। (560, 175, 1054, 192)
column-header: তারিখ ও বার (135, 548, 209, 559)
institution-item: • কামিল মাদরাসা (৬ষ্ঠ-১৬শ) (569, 594, 714, 602)
section-13 (540, 196, 1054, 250)
text-line: গ. কলেজ পর্যায়: বলতে প্রভাষক/ ইন্সট্রাক্টর/ ইন্সট্রাক্টর (নন-টেক) পদকে বুঝাবে। (560, 288, 767, 297)
marks-distribution-table (174, 632, 289, 700)
text-line: গ. প্রতিটি প্রশ্নের মান ১ (এক) নম্বর এবং প্রতিটি ভুল উত্তরের জন্য ০.২৫ নম্বর কর্তন করা হবে। (14, 602, 259, 610)
section-heading: লিখিত পরীক্ষার উত্তরদানের ভাষা: (560, 166, 656, 175)
section-12 (540, 167, 1054, 193)
table-cell: বিকাল ৩:০০ টা - বিকাল ৪:০০টা (209, 570, 311, 581)
memo-ref: স্মারক নম্বর: বেশিনিক/প্রশা/১৩ম নিপ/৫৫৫/২০১৯/৮৮ (14, 58, 154, 66)
text-line: ঙ. প্রিলিমিনারি টেস্টের বিষয় ও নম্বর বণ্টন নিম্নে প্রদান করা হলো: (14, 620, 186, 629)
text-line: গ. প্রিলিমিনারি টেস্টে উত্তীর্ণ প্রার্থীদের ক্ষেত্রে স্কুল-২ পর্যায়ের প্রার্থীগণকে হার্ডকপি সাদা খামে, স্কুল পর্যায়ের প্রার্থীগণকে হার্ডকপি খাকি খামে এবং কলেজ পর্যায়ের প্রার্থীগণকে হার্ডকপি হলুদ খামে প্রেরণ করতে হবে। (540, 33, 1054, 50)
column-header: নম্বর বণ্টন (253, 632, 288, 643)
table-row (541, 799, 1054, 858)
